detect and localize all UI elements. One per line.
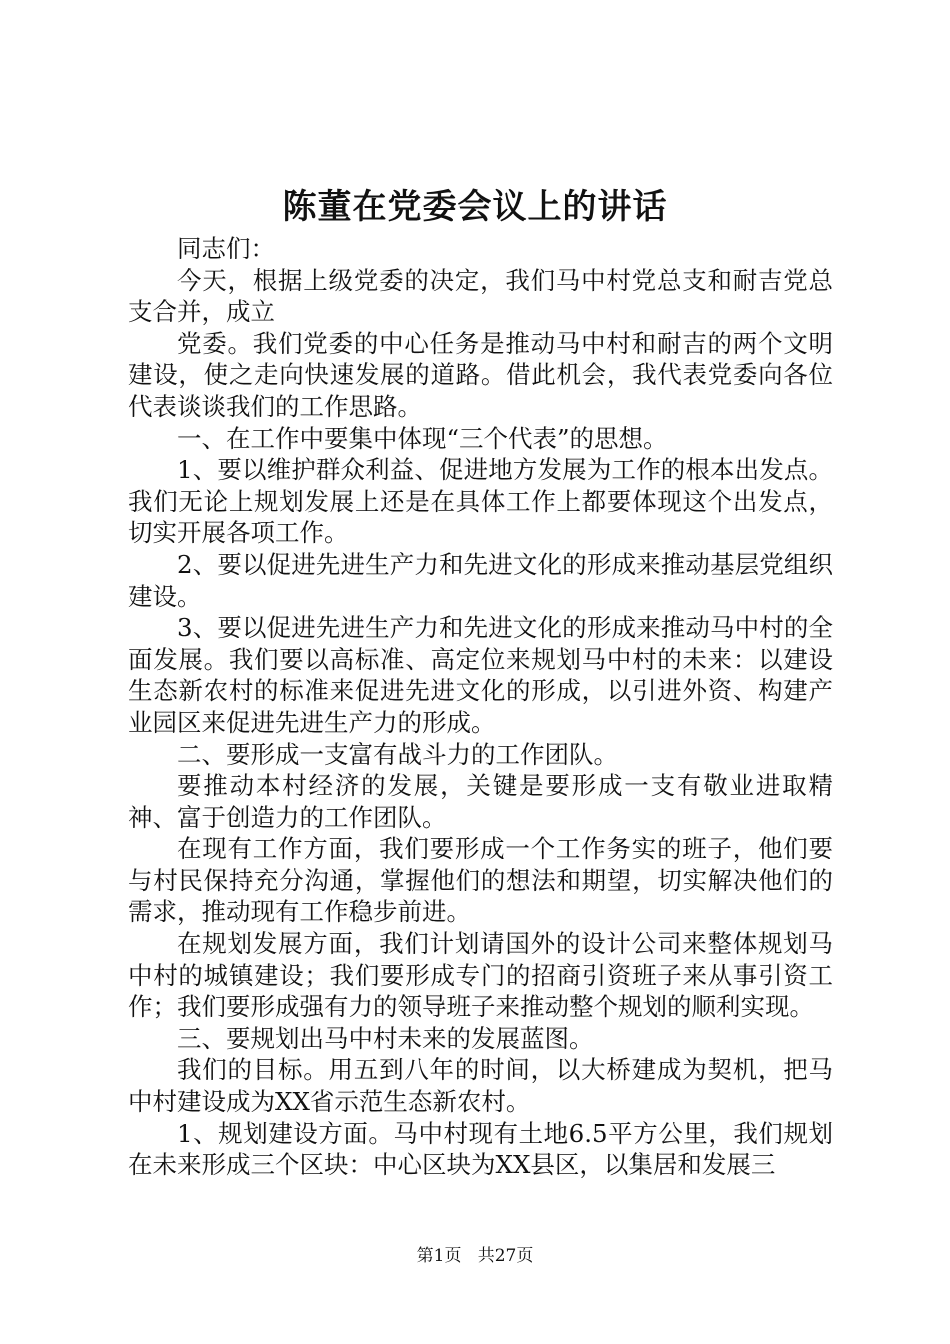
document-body [128, 233, 833, 1181]
paragraph: 同志们： [177, 234, 275, 263]
page-total: 共27页 [477, 1246, 534, 1266]
paragraph: 今天，根据上级党委的决定，我们马中村党总支和耐吉党总支合并，成立 [128, 265, 833, 327]
page-number: 第1页 [416, 1246, 462, 1266]
paragraph: 一、在工作中要集中体现“三个代表”的思想。 [177, 423, 668, 453]
paragraph: 党委。我们党委的中心任务是推动马中村和耐吉的两个文明建设，使之走向快速发展的道路。借此机会，我代表党委向各位代表谈谈我们的工作思路。 [128, 328, 833, 421]
paragraph: 2、要以促进先进生产力和先进文化的形成来推动基层党组织建设。 [128, 549, 833, 611]
page-separator [467, 1246, 472, 1266]
paragraph: 3、要以促进先进生产力和先进文化的形成来推动马中村的全面发展。我们要以高标准、高定位来规划马中村的未来：以建设生态新农村的标准来促进先进文化的形成，以引进外资、构建产业园区来促进先进生产力的形成。 [128, 613, 833, 737]
paragraph: 三、要规划出马中村未来的发展蓝图。 [177, 1023, 594, 1053]
paragraph: 1、规划建设方面。马中村现有土地6.5平方公里，我们规划在未来形成三个区块：中心区块为XX县区，以集居和发展三 [128, 1118, 833, 1180]
paragraph: 我们的目标。用五到八年的时间，以大桥建成为契机，把马中村建设成为XX省示范生态新农村。 [128, 1055, 833, 1117]
page-footer [0, 1244, 950, 1268]
paragraph: 1、要以维护群众利益、促进地方发展为工作的根本出发点。我们无论上规划发展上还是在具体工作上都要体现这个出发点，切实开展各项工作。 [128, 455, 833, 548]
paragraph: 在规划发展方面，我们计划请国外的设计公司来整体规划马中村的城镇建设；我们要形成专门的招商引资班子来从事引资工作；我们要形成强有力的领导班子来推动整个规划的顺利实现。 [128, 929, 833, 1022]
document-title: 陈董在党委会议上的讲话 [282, 187, 668, 227]
paragraph: 二、要形成一支富有战斗力的工作团队。 [177, 739, 618, 769]
paragraph: 要推动本村经济的发展，关键是要形成一支有敬业进取精神、富于创造力的工作团队。 [128, 771, 833, 832]
paragraph: 在现有工作方面，我们要形成一个工作务实的班子，他们要与村民保持充分沟通，掌握他们的想法和期望，切实解决他们的需求，推动现有工作稳步前进。 [128, 834, 833, 927]
